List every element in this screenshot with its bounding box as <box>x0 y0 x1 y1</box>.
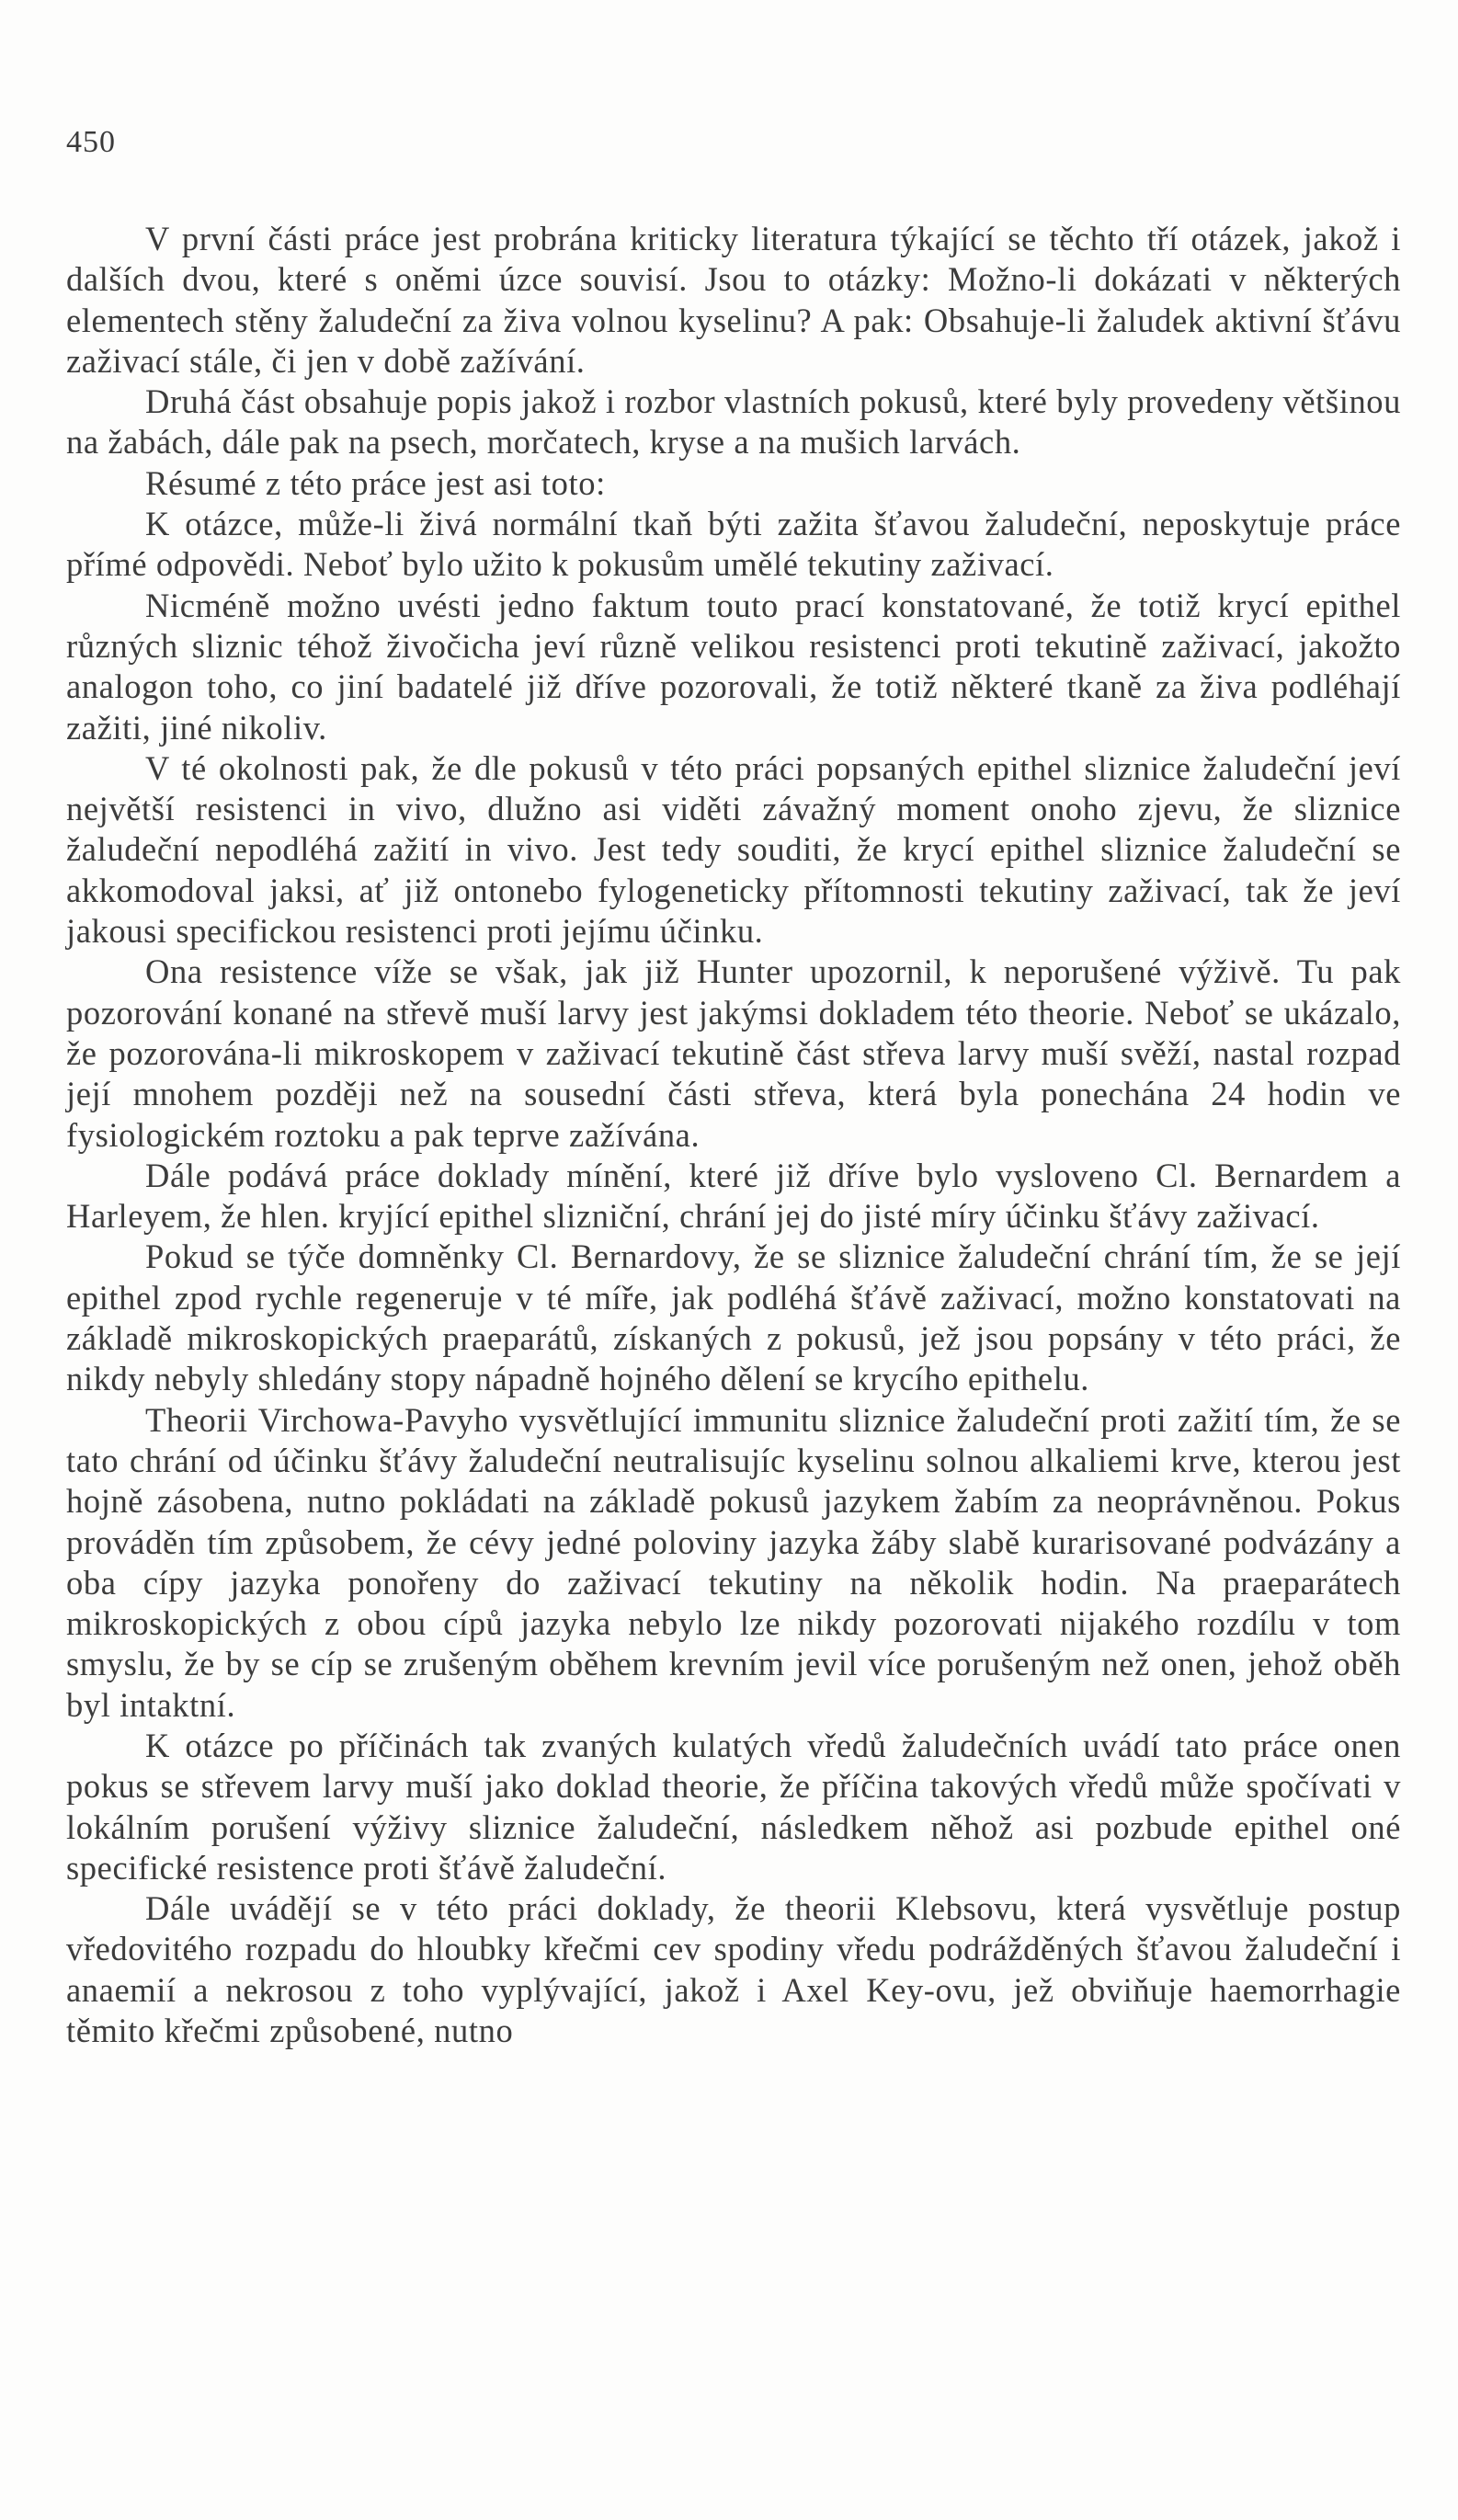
paragraph: Druhá část obsahuje popis jakož i rozbor vlastních pokusů, které byly provedeny většinou na žabách, dále pak na psech, morčatech, kryse a na mušich larvách. <box>66 382 1401 462</box>
paragraph: K otázce po příčinách tak zvaných kulatých vředů žaludečních uvádí tato práce onen pokus se střevem larvy muší jako doklad theorie, že příčina takových vředů může spočívati v lokálním porušení výživy sliznice žaludeční, následkem něhož asi pozbude epithel oné specifické resistence proti šťávě žaludeční. <box>66 1726 1401 1887</box>
paragraph: K otázce, může-li živá normální tkaň býti zažita šťavou žaludeční, neposkytuje práce přímé odpovědi. Neboť bylo užito k pokusům umělé tekutiny zaživací. <box>66 505 1401 584</box>
paragraph: Dále podává práce doklady mínění, které již dříve bylo vysloveno Cl. Bernardem a Harleyem, že hlen. kryjící epithel slizniční, chrání jej do jisté míry účinku šťávy zaživací. <box>66 1156 1401 1236</box>
paragraph: V té okolnosti pak, že dle pokusů v této práci popsaných epithel sliznice žaludeční jeví největší resistenci in vivo, dlužno asi viděti závažný moment onoho zjevu, že sliznice žaludeční nepodléhá zažití in vivo. Jest tedy souditi, že krycí epithel sliznice žaludeční se akkomodoval jaksi, ať již ontonebo fylogeneticky přítomnosti tekutiny zaživací, tak že jeví jakousi specifickou resistenci proti jejímu účinku. <box>66 748 1401 951</box>
paragraph: Theorii Virchowa-Pavyho vysvětlující immunitu sliznice žaludeční proti zažití tím, že se tato chrání od účinku šťávy žaludeční neutralisujíc kyselinu solnou alkaliemi krve, kterou jest hojně zásobena, nutno pokládati na základě pokusů jazykem žabím za neoprávněnou. Pokus prováděn tím způsobem, že cévy jedné poloviny jazyka žáby slabě kurarisované podvázány a oba cípy jazyka ponořeny do zaživací tekutiny na několik hodin. Na praeparátech mikroskopických z obou cípů jazyka nebylo lze nikdy pozorovati nijakého rozdílu v tom smyslu, že by se cíp se zrušeným oběhem krevním jevil více porušeným než onen, jehož oběh byl intaktní. <box>66 1400 1401 1724</box>
paragraph: Résumé z této práce jest asi toto: <box>145 463 606 502</box>
paragraph: Pokud se týče domněnky Cl. Bernardovy, že se sliznice žaludeční chrání tím, že se její epithel zpod rychle regeneruje v té míře, jak podléhá šťávě zaživací, možno konstatovati na základě mikroskopických praeparátů, získaných z pokusů, jež jsou popsány v této práci, že nikdy nebyly shledány stopy nápadně hojného dělení se krycího epithelu. <box>66 1237 1401 1398</box>
paragraph: Nicméně možno uvésti jedno faktum touto prací konstatované, že totiž krycí epithel různých sliznic téhož živočicha jeví různě velikou resistenci proti tekutině zaživací, jakožto analogon toho, co jiní badatelé již dříve pozorovali, že totiž některé tkaně za živa podléhají zažiti, jiné nikoliv. <box>66 586 1401 747</box>
page-number: 450 <box>66 125 116 159</box>
body-text <box>66 219 1401 2051</box>
paragraph: Dále uvádějí se v této práci doklady, že theorii Klebsovu, která vysvětluje postup vředovitého rozpadu do hloubky křečmi cev spodiny vředu podrážděných šťavou žaludeční i anaemií a nekrosou z toho vyplývající, jakož i Axel Key-ovu, jež obviňuje haemorrhagie těmito křečmi způsobené, nutno <box>66 1889 1401 2050</box>
paragraph: Ona resistence víže se však, jak již Hunter upozornil, k neporušené výživě. Tu pak pozorování konané na střevě muší larvy jest jakýmsi dokladem této theorie. Neboť se ukázalo, že pozorována-li mikroskopem v zaživací tekutině část střeva larvy muší svěží, nastal rozpad její mnohem později než na sousední části střeva, která byla ponechána 24 hodin ve fysiologickém roztoku a pak teprve zažívána. <box>66 952 1401 1154</box>
paragraph: V první části práce jest probrána kriticky literatura týkající se těchto tří otázek, jakož i dalších dvou, které s oněmi úzce souvisí. Jsou to otázky: Možno-li dokázati v některých elementech stěny žaludeční za živa volnou kyselinu? A pak: Obsahuje-li žaludek aktivní šťávu zaživací stále, či jen v době zažívání. <box>66 220 1401 380</box>
